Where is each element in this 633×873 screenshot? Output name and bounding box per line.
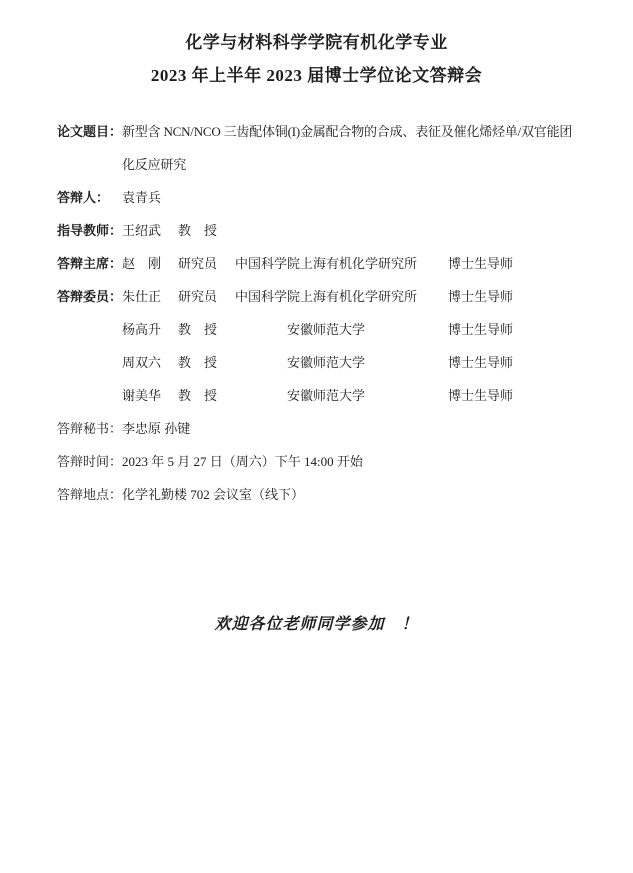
thesis-title-line1: 新型含 NCN/NCO 三齿配体铜(I)金属配合物的合成、表征及催化烯烃单/双官能团 (122, 124, 573, 139)
thesis-title-row (57, 122, 593, 142)
defender-label: 答辩人： (57, 190, 110, 205)
chair-institution: 中国科学院上海有机化学研究所 (234, 256, 417, 271)
committee-member-role: 博士生导师 (448, 289, 514, 304)
thesis-title-label: 论文题目： (57, 124, 123, 139)
document-body (0, 122, 633, 505)
committee-member-name: 周双六 (122, 355, 162, 370)
welcome-message: 欢迎各位老师同学参加 ！ (214, 616, 419, 633)
committee-member-row (57, 287, 593, 307)
chair-title: 研究员 (178, 256, 218, 271)
committee-member-institution: 中国科学院上海有机化学研究所 (234, 289, 417, 304)
time-value: 2023 年 5 月 27 日（周六）下午 14:00 开始 (122, 454, 363, 469)
committee-member-title: 研究员 (178, 289, 218, 304)
advisor-name: 王绍武 (122, 223, 162, 238)
secretary-label: 答辩秘书： (57, 421, 123, 436)
committee-member-role: 博士生导师 (448, 355, 514, 370)
committee-member-title: 教 授 (178, 388, 218, 403)
chair-name: 赵 刚 (122, 256, 162, 271)
location-label: 答辩地点： (57, 487, 123, 502)
advisor-title: 教 授 (178, 223, 218, 238)
committee-member-name: 谢美华 (122, 388, 162, 403)
secretary-names: 李忠原 孙键 (122, 421, 191, 436)
document-title-line2: 2023 年上半年 2023 届博士学位论文答辩会 (150, 66, 483, 85)
secretary-row (57, 419, 593, 439)
committee-member-title: 教 授 (178, 355, 218, 370)
committee-member-role: 博士生导师 (448, 322, 514, 337)
committee-member-name: 杨高升 (122, 322, 162, 337)
committee-member-role: 博士生导师 (448, 388, 514, 403)
committee-member-institution: 安徽师范大学 (286, 322, 365, 337)
thesis-title-line2: 化反应研究 (122, 157, 187, 172)
advisor-row (57, 221, 593, 241)
location-row (57, 485, 593, 505)
advisor-label: 指导教师： (57, 223, 123, 238)
committee-label: 答辩委员： (57, 289, 123, 304)
thesis-title-row-continued (57, 155, 593, 175)
committee-member-row (57, 386, 593, 406)
committee-member-institution: 安徽师范大学 (286, 388, 365, 403)
time-label: 答辩时间： (57, 454, 123, 469)
committee-member-row (57, 320, 593, 340)
document-title-line1: 化学与材料科学学院有机化学专业 (185, 33, 448, 52)
defender-row (57, 188, 593, 208)
chair-label: 答辩主席： (57, 256, 123, 271)
committee-member-name: 朱仕正 (122, 289, 162, 304)
defender-name: 袁青兵 (122, 190, 162, 205)
committee-member-row (57, 353, 593, 373)
location-value: 化学礼勤楼 702 会议室（线下） (122, 487, 305, 502)
chair-role: 博士生导师 (448, 256, 514, 271)
committee-member-institution: 安徽师范大学 (286, 355, 365, 370)
chair-row (57, 254, 593, 274)
time-row (57, 452, 593, 472)
committee-member-title: 教 授 (178, 322, 218, 337)
